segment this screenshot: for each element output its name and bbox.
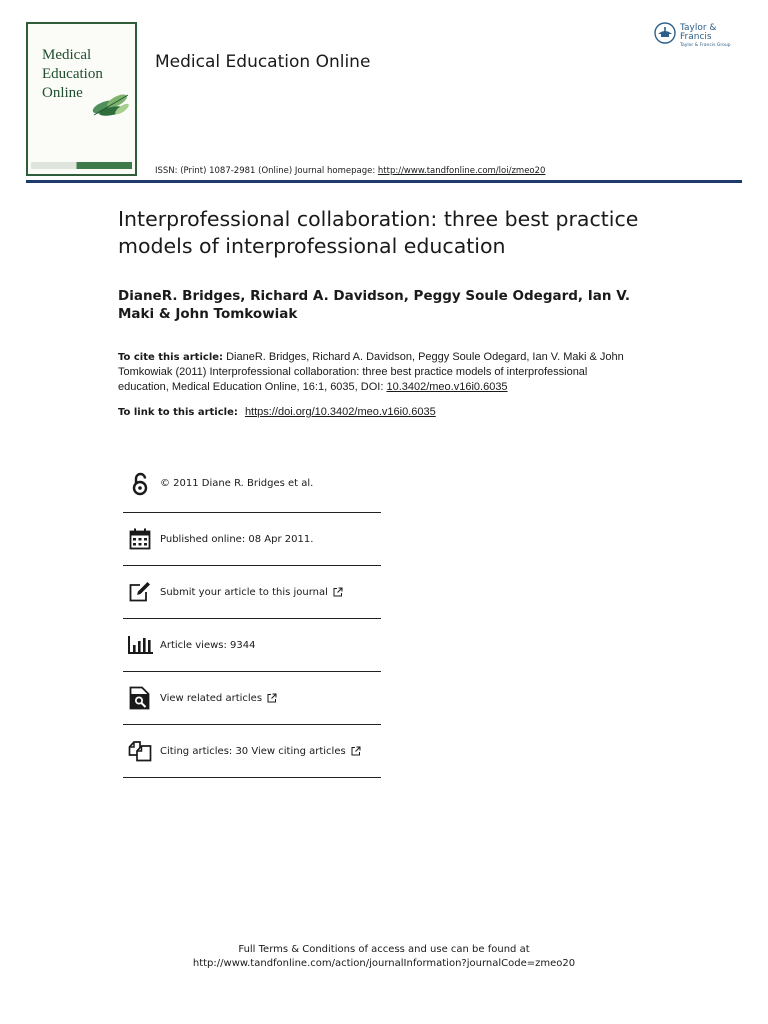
issn-line [155,166,545,176]
taylor-francis-logo-icon [654,22,676,44]
cite-doi-link[interactable]: 10.3402/meo.v16i0.6035 [386,381,508,393]
article-authors: DianeR. Bridges, Richard A. Davidson, Peggy Soule Odegard, Ian V. Maki & John Tomkowiak [118,288,631,322]
cover-title-line-3: Online [42,85,83,101]
cover-leaf-artwork [90,85,132,119]
copyright-text: © 2011 Diane R. Bridges et al. [160,478,314,489]
article-views-text: Article views: 9344 [160,639,256,651]
terms-line-1: Full Terms & Conditions of access and use can be found at [238,944,530,955]
external-link-icon [267,693,277,703]
citing-articles-link[interactable]: Citing articles: 30 View citing articles [160,745,346,757]
article-info-list [123,455,381,778]
related-search-icon [127,685,153,711]
cover-title-line-2: Education [42,66,103,82]
journal-name: Medical Education Online [155,52,371,72]
external-link-icon [351,746,361,756]
calendar-icon [127,526,153,552]
publisher-name: Taylor & Francis [680,23,717,42]
cover-title-line-1: Medical [42,47,92,63]
citing-articles-row-text [160,746,361,757]
info-row-views [123,619,381,672]
article-doi-url-link[interactable]: https://doi.org/10.3402/meo.v16i0.6035 [244,406,436,418]
citation-block [118,350,638,395]
issn-text: ISSN: (Print) 1087-2981 (Online) Journal homepage: [155,166,376,176]
related-articles-row-text [160,693,277,704]
citing-articles-icon [127,738,153,764]
publisher-logo[interactable] [654,22,750,48]
publisher-group: Taylor & Francis Group [680,43,731,48]
info-row-published [123,513,381,566]
info-row-copyright [123,455,381,513]
cite-text: DianeR. Bridges, Richard A. Davidson, Peggy Soule Odegard, Ian V. Maki & John Tomkowiak (2011) Interprofessional collaboration: three best practice models of interprofessional education, Medical Education Online, 16:1, 6035, DOI: [118,351,624,393]
info-row-submit[interactable] [123,566,381,619]
article-link-line [118,405,436,420]
cite-label: To cite this article: [118,352,224,363]
open-access-icon [127,471,153,497]
article-title: Interprofessional collaboration: three best practice models of interprofessional education [118,207,639,258]
view-related-articles-link[interactable]: View related articles [160,692,263,704]
edit-pencil-icon [127,579,153,605]
cover-footer-strip [31,162,132,169]
terms-url[interactable]: http://www.tandfonline.com/action/journalInformation?journalCode=zmeo20 [192,958,576,969]
published-date-text: Published online: 08 Apr 2011. [160,533,314,545]
submit-article-link[interactable]: Submit your article to this journal [160,586,328,598]
info-row-citing[interactable] [123,725,381,778]
info-row-related[interactable] [123,672,381,725]
header-divider [26,180,742,183]
link-label: To link to this article: [118,407,238,418]
bar-chart-icon [127,632,153,658]
journal-homepage-link[interactable]: http://www.tandfonline.com/loi/zmeo20 [377,166,546,176]
submit-article-row-text [160,587,343,598]
journal-cover-image [26,22,137,176]
external-link-icon [333,587,343,597]
terms-footer [0,943,768,971]
